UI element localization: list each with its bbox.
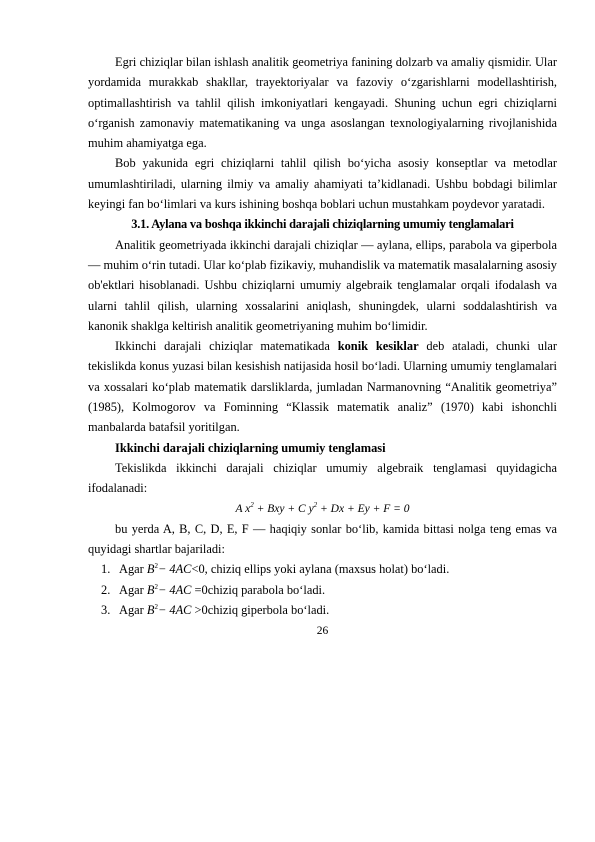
- text-span: chiziq giperbola bo‘ladi.: [207, 603, 330, 618]
- subheading: Ikkinchi darajali chiziqlarning umumiy tenglamasi: [115, 440, 386, 455]
- formula-part: + Dx + Ey + F = 0: [320, 502, 410, 515]
- exponent: 2: [250, 500, 254, 509]
- document-page: [88, 52, 557, 642]
- paragraph-conics-importance: Analitik geometriyada ikkinchi darajali chiziqlar — aylana, ellips, parabola va giperbola — muhim o‘rin tutadi. Ular ko‘plab fizikaviy, muhandislik va matematik masalalarning asosiy ob'ektlari hisoblanadi. Ushbu chiziqlarni umumiy algebraik tenglamalar orqali ifodalash va ularni tahlil qilish, ularning xossalarini aniqlash, shuningdek, ularni soddalashtirish va kanonik shaklga keltirish analitik geometriyaning muhim bo‘limidir.: [88, 237, 557, 333]
- text-span: deb ataladi, chunki ular tekislikda konus yuzasi bilan kesishish natijasida hosil bo‘ladi. Ularning umumiy tenglamalari va xossalari ko‘plab matematik darsliklarda, jumladan Narmanovning “Analitik geometriya” (1985), Kolmogorov va Fominning “Klassik matematik analiz” (1970) kabi ishonchli manbalarda batafsil yoritilgan.: [88, 339, 558, 435]
- math-relation: <0: [191, 562, 205, 577]
- formula-part: A x: [235, 502, 251, 515]
- list-number: 1.: [101, 562, 111, 577]
- text-span: Agar: [119, 603, 147, 618]
- list-number: 3.: [101, 603, 111, 618]
- condition-item: [88, 559, 557, 579]
- math-relation: >0: [191, 603, 208, 618]
- condition-item: [88, 600, 557, 620]
- formula-part: + Bxy + C y: [256, 502, 314, 515]
- paragraph-coefficients: bu yerda A, B, C, D, E, F — haqiqiy sonlar bo‘lib, kamida bittasi nolga teng emas va quyidagi shartlar bajariladi:: [88, 521, 557, 557]
- math-var: B: [146, 562, 155, 577]
- list-number: 2.: [101, 582, 111, 597]
- math-expr: − 4AC: [157, 582, 192, 597]
- conditions-list: [88, 559, 557, 620]
- exponent: 2: [154, 582, 158, 591]
- math-var: B: [146, 603, 155, 618]
- exponent: 2: [154, 562, 158, 571]
- text-span: Ikkinchi darajali chiziqlar matematikada: [115, 339, 338, 354]
- text-span: Agar: [119, 562, 147, 577]
- paragraph-intro: Egri chiziqlar bilan ishlash analitik geometriya fanining dolzarb va amaliy qismidir. Ular yordamida murakkab shakllar, trayektoriyalar va fazoviy o‘zgarishlarni modellashtirish, optimallashtirish va tahlil qilish imkoniyatlari kengayadi. Shuning uchun egri chiziqlarni o‘rganish zamonaviy matematikaning va unga asoslangan texnologiyalarning rivojlanishida muhim ahamiyatga ega.: [88, 55, 557, 151]
- page-number: 26: [316, 625, 329, 638]
- paragraph-conic-sections: [88, 336, 557, 437]
- paragraph-summary: Bob yakunida egri chiziqlarni tahlil qilish bo‘yicha asosiy konseptlar va metodlar umumlashtiriladi, ularning ilmiy va amaliy ahamiyati ta’kidlanadi. Ushbu bobdagi bilimlar keyingi fan bo‘limlari va kurs ishining boshqa boblari uchun mustahkam poydevor yaratadi.: [88, 156, 557, 212]
- math-relation: =0: [191, 582, 208, 597]
- exponent: 2: [154, 603, 158, 612]
- text-span: Agar: [119, 582, 147, 597]
- math-var: B: [146, 582, 155, 597]
- math-expr: − 4AC: [157, 562, 192, 577]
- text-span: , chiziq ellips yoki aylana (maxsus holat) bo‘ladi.: [204, 562, 450, 577]
- paragraph-equation-intro: Tekislikda ikkinchi darajali chiziqlar umumiy algebraik tenglamasi quyidagicha ifodalanadi:: [88, 460, 557, 496]
- condition-item: [88, 580, 557, 600]
- bold-term: konik kesiklar: [337, 339, 419, 354]
- math-expr: − 4AC: [157, 603, 192, 618]
- exponent: 2: [313, 500, 318, 509]
- general-equation: [88, 499, 557, 519]
- text-span: chiziq parabola bo‘ladi.: [207, 582, 326, 597]
- section-heading: 3.1. Aylana va boshqa ikkinchi darajali chiziqlarning umumiy tenglamalari: [131, 217, 514, 232]
